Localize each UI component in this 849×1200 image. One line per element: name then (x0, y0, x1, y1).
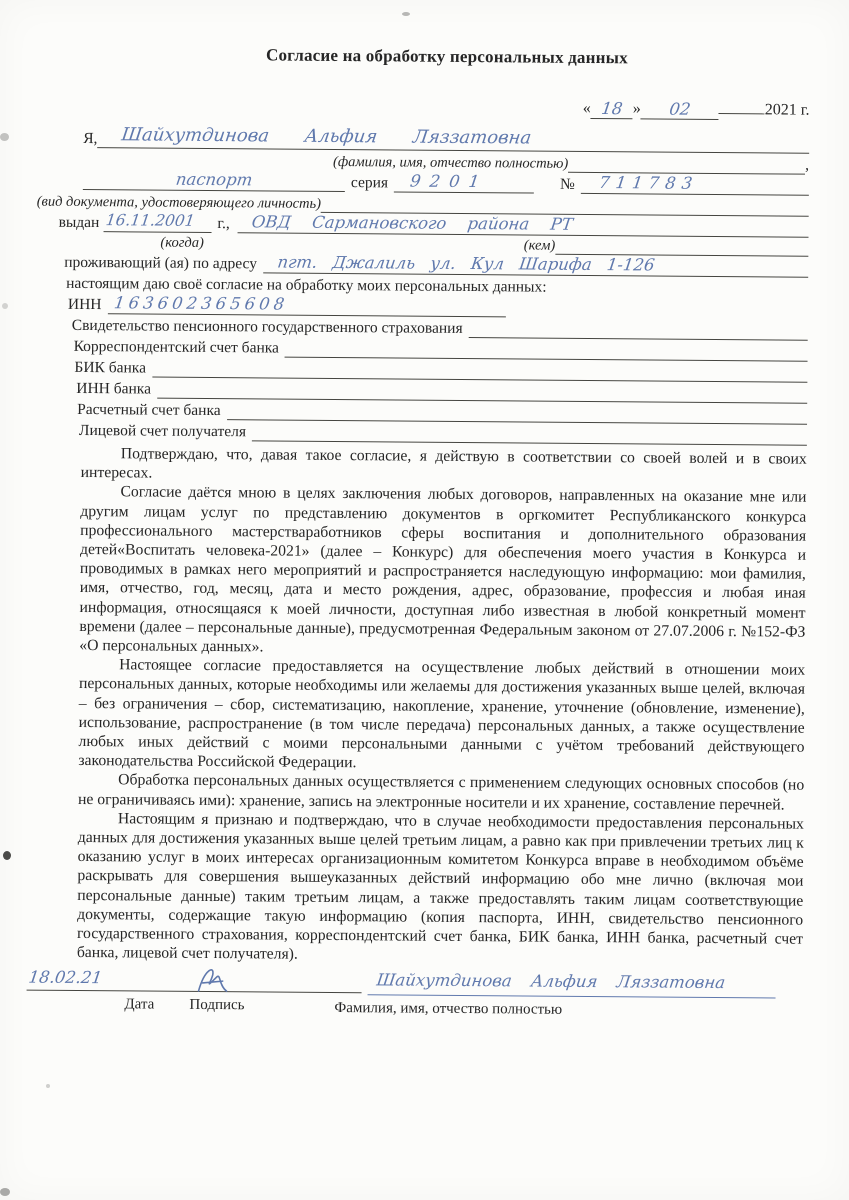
date-label: Дата (124, 996, 155, 1014)
correspondent-account-label: Корреспондентский счет банка (73, 337, 280, 357)
consent-statement: настоящим даю своё согласие на обработку моих персональных данных: (66, 274, 547, 296)
date-month-field (641, 98, 719, 120)
scan-speck (0, 1188, 10, 1196)
name-signature-line (368, 995, 776, 999)
doc-type-field-line (83, 168, 345, 192)
pension-insurance-label: Свидетельство пенсионного государственного страхования (71, 316, 463, 337)
full-name-line-continuation (568, 151, 805, 175)
address-value: пгт. Джалиль ул. Кул Шарифа 1-126 (276, 252, 656, 275)
scan-speck (402, 12, 410, 16)
paragraph-purpose: Согласие даётся мною в целях заключения любых договоров, направленных на оказание мне или другим лицам услуг по представлению документов в оргкомитет Республиканского конкурса профессионального мастерстваработников сферы воспитания и дополнительного образования детей«Воспитать человека-2021» (далее – Конкурс) для обеспечения моего участия в Конкурса и проводимых в рамках него мероприятий и распространяется наследующую информацию: мои фамилия, имя, отчество, год, месяц, дата и место рождения, адрес, образование, профессия и любая иная информация, относящаяся к моей личности, доступная либо известная в любой конкретный момент времени (далее – персональные данные), предусмотренная Федеральным законом от 27.07.2006 г. №152-ФЗ «О персональных данных». (79, 483, 807, 656)
series-label: серия (350, 174, 389, 192)
personal-account-label: Лицевой счет получателя (78, 421, 247, 441)
scan-speck (46, 1084, 50, 1088)
date-year: 2021 г. (764, 101, 810, 119)
date-close-quote: » (632, 100, 641, 118)
trailing-comma: , (805, 156, 810, 174)
body-paragraphs (77, 444, 807, 968)
address-label: проживающий (ая) по адресу (64, 253, 258, 273)
number-value: 711783 (597, 173, 700, 193)
full-name-value: Шайхутдинова Альфия Ляззатовна (120, 124, 533, 149)
sign-label: Подпись (189, 997, 245, 1014)
by-whom-hint: (кем) (523, 237, 556, 254)
signature-date-value: 18.02.21 (27, 968, 104, 988)
signature-block (27, 968, 802, 1032)
issued-by-field-line (238, 211, 809, 237)
series-field-line (394, 170, 534, 193)
issued-by-value: ОВД Сармановского района РТ (250, 212, 575, 234)
date-month-value: 02 (668, 99, 692, 119)
name-caption-label: Фамилия, имя, отчество полностью (334, 1000, 563, 1019)
personal-account-row (78, 419, 807, 446)
date-open-quote: « (582, 99, 591, 117)
bik-label: БИК банка (74, 358, 147, 377)
date-day-value: 18 (600, 99, 624, 119)
issued-date-field-line (103, 210, 211, 233)
scan-speck (0, 133, 9, 141)
full-name-field-line (97, 123, 809, 154)
doc-type-hint: (вид документа, удостоверяющего личность) (36, 193, 322, 212)
paragraph-confirmation: Подтверждаю, что, давая такое согласие, я действую в соответствии со своей волей и в своих интересах. (80, 445, 807, 482)
spacer (82, 232, 160, 252)
scan-speck (3, 851, 11, 860)
series-value: 9201 (409, 171, 490, 192)
signature-name-value: Шайхутдинова Альфия Ляззатовна (375, 970, 727, 993)
date-blank-segment (719, 113, 765, 114)
when-hint: (когда) (160, 234, 204, 251)
issued-row (58, 211, 809, 238)
inn-row (67, 293, 808, 320)
document-content (27, 44, 810, 1032)
inn-field-line (107, 292, 505, 317)
inn-value: 163602365608 (112, 293, 290, 314)
address-field-line (263, 251, 808, 277)
personal-account-field-line (252, 419, 807, 445)
issued-label: выдан (58, 213, 100, 232)
document-title: Согласие на обработку персональных данных (265, 45, 628, 68)
full-name-row (83, 124, 809, 154)
inn-label: ИНН (67, 295, 102, 314)
number-field-line (581, 172, 809, 196)
ya-label: Я, (83, 129, 98, 148)
doc-type-value: паспорт (174, 169, 254, 190)
paragraph-third-parties: Настоящим я признаю и подтверждаю, что в случае необходимости предоставления персональных данных для достижения указанных выше целей третьим лицам, а равно как при привлечении третьих лиц к оказанию услуг в моих интересах организационным комитетом Конкурса вправе в необходимом объёме раскрывать для совершения вышеуказанных действий информацию обо мне лично (включая мои персональные данные) таким третьим лицам, а также предоставлять таким лицам соответствующие документы, содержащие такую информацию (копия паспорта, ИНН, свидетельство пенсионного государственного страхования, корреспондентский счет банка, БИК банка, ИНН банка, расчетный счет банка, лицевой счет получателя). (76, 810, 804, 963)
number-label: № (559, 175, 575, 193)
bank-inn-label: ИНН банка (76, 379, 152, 398)
full-name-hint: (фамилия, имя, отчество полностью) (333, 153, 569, 172)
settlement-account-label: Расчетный счет банка (77, 400, 221, 420)
header-date-row (83, 94, 809, 124)
issued-year-label: г., (217, 215, 230, 233)
scan-speck (2, 303, 8, 309)
paragraph-processing-methods: Обработка персональных данных осуществляется с применением следующих основных способов (но не ограничиваясь ими): хранение, запись на электронные носители и их хранение, составление перечней. (78, 771, 805, 814)
date-day-field (591, 98, 633, 119)
paragraph-actions: Настоящее согласие предоставляется на осуществление любых действий в отношении моих персональных данных, которые необходимы или желаемы для достижения указанных выше целей, включая – без ограничения – сбор, систематизацию, накопление, хранение, уточнение (обновление, изменение), использование, распространение (в том числе передача) персональных данных, а также осуществление любых иных действий с моими персональными данными с учётом требований действующего законодательства Российской Федерации. (78, 656, 806, 772)
issued-date-value: 16.11.2001 (104, 211, 196, 230)
